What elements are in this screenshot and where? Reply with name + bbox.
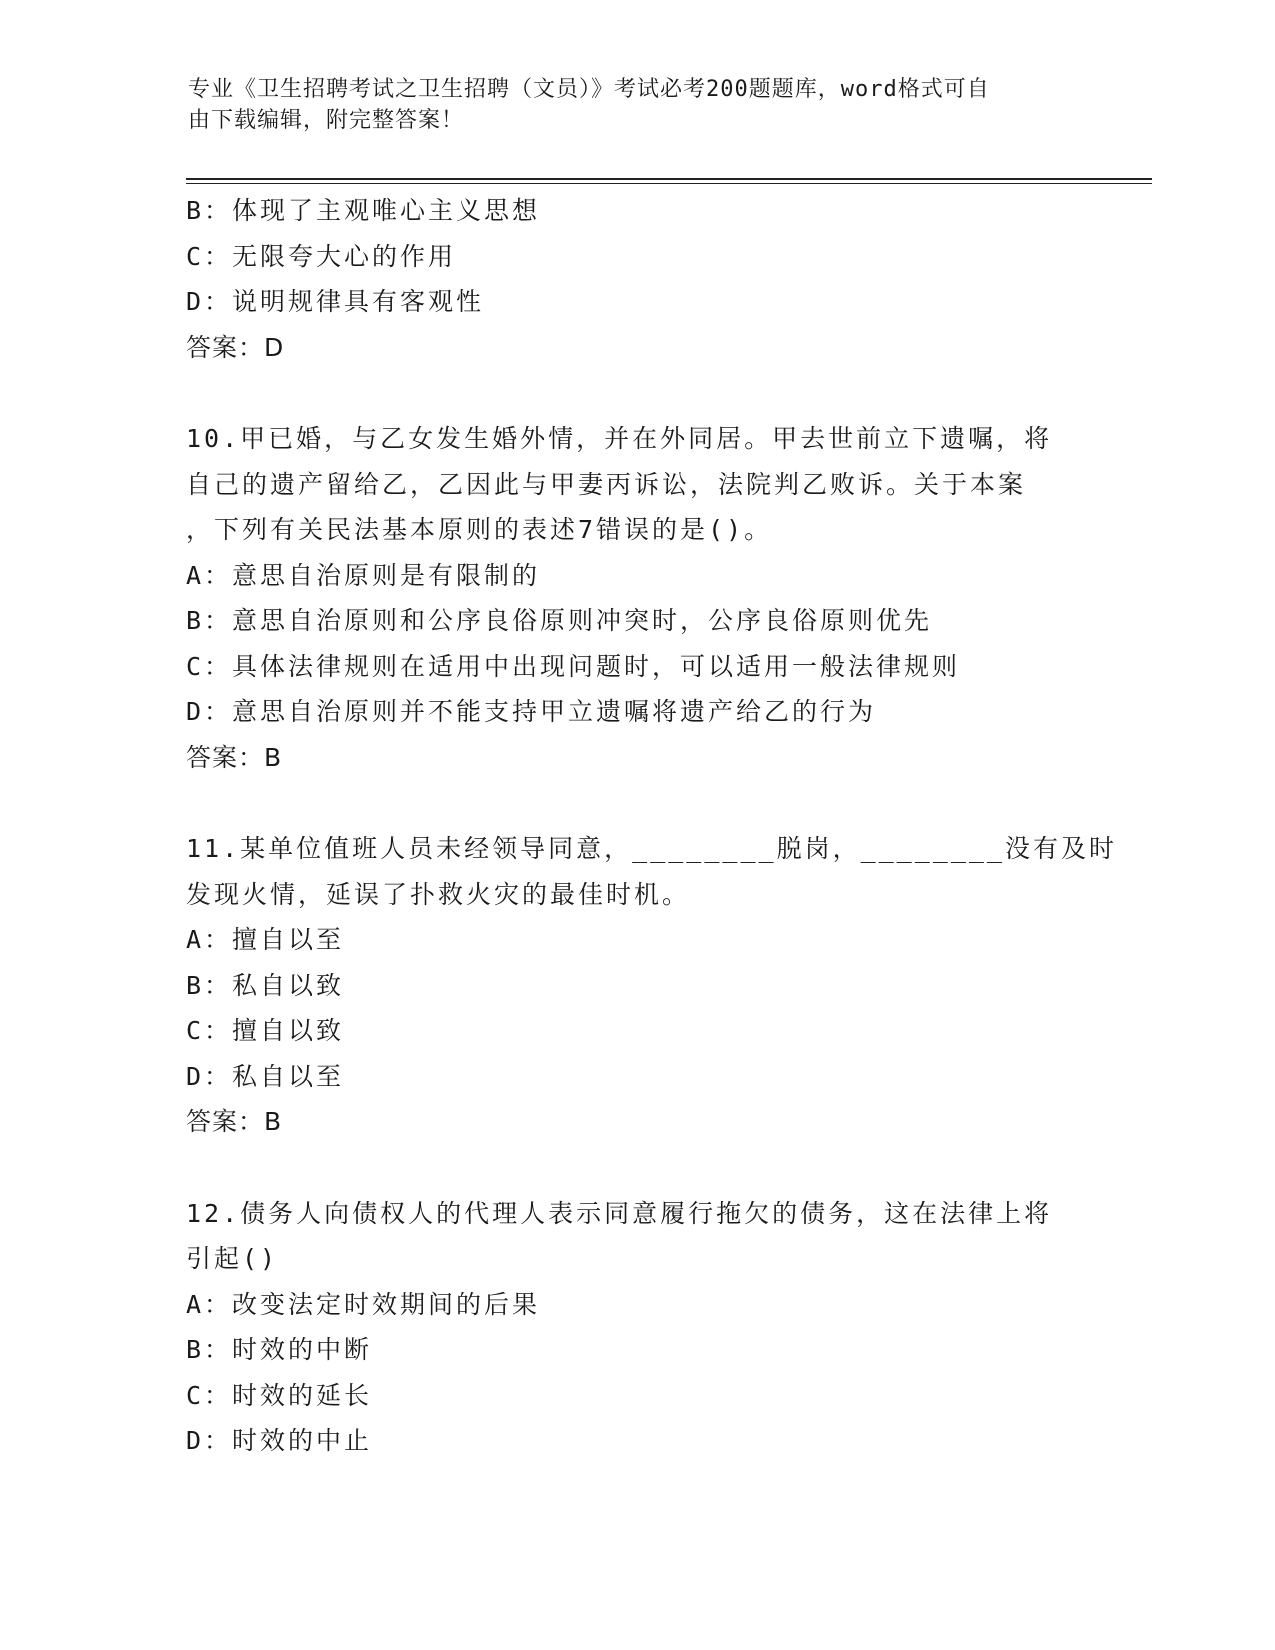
header-line-2: 由下载编辑，附完整答案！ [188,108,465,133]
question-11 [186,826,1117,1145]
option-b: B：时效的中断 [186,1335,373,1364]
question-separator [186,370,1086,416]
option-a: A：改变法定时效期间的后果 [186,1289,541,1319]
question-list [186,188,1117,1464]
option-d: D：意思自治原则并不能支持甲立遗嘱将遗产给乙的行为 [186,697,877,726]
question-9 [186,188,1086,370]
answer-line: 答案：B [186,742,283,772]
option-b: B：体现了主观唯心主义思想 [186,196,541,225]
question-stem-line: 11.某单位值班人员未经领导同意，________脱岗，________没有及时 [186,834,1117,863]
question-stem-line: 引起() [186,1244,279,1273]
answer-line: 答案：B [186,1107,283,1136]
question-stem-line: 10.甲已婚，与乙女发生婚外情，并在外同居。甲去世前立下遗嘱，将 [186,424,1053,453]
header-rule-thin [186,183,1152,184]
option-d: D：说明规律具有客观性 [186,287,485,316]
option-c: C：具体法律规则在适用中出现问题时，可以适用一般法律规则 [186,651,961,681]
answer-line: 答案：D [186,332,285,362]
question-stem-line: 12.债务人向债权人的代理人表示同意履行拖欠的债务，这在法律上将 [186,1198,1053,1228]
option-c: C：无限夸大心的作用 [186,241,457,271]
question-12 [186,1191,1086,1464]
option-a: A：意思自治原则是有限制的 [186,560,541,590]
question-stem-line: ，下列有关民法基本原则的表述7错误的是()。 [186,515,773,544]
question-stem-line: 自己的遗产留给乙，乙因此与甲妻丙诉讼，法院判乙败诉。关于本案 [186,469,1027,499]
header-rule-thick [186,178,1152,180]
option-c: C：擅自以致 [186,1016,345,1045]
option-d: D：时效的中止 [186,1426,373,1455]
question-10 [186,416,1086,780]
option-a: A：擅自以至 [186,925,345,954]
header-line-1: 专业《卫生招聘考试之卫生招聘（文员）》考试必考200题题库，word格式可自 [188,77,990,102]
question-stem-line: 发现火情，延误了扑救火灾的最佳时机。 [186,879,691,909]
option-d: D：私自以至 [186,1061,345,1091]
option-c: C：时效的延长 [186,1380,373,1410]
question-separator [186,780,1086,826]
document-header [188,74,1068,136]
option-b: B：私自以致 [186,970,345,1000]
option-b: B：意思自治原则和公序良俗原则冲突时，公序良俗原则优先 [186,606,933,635]
question-separator [186,1145,1086,1191]
